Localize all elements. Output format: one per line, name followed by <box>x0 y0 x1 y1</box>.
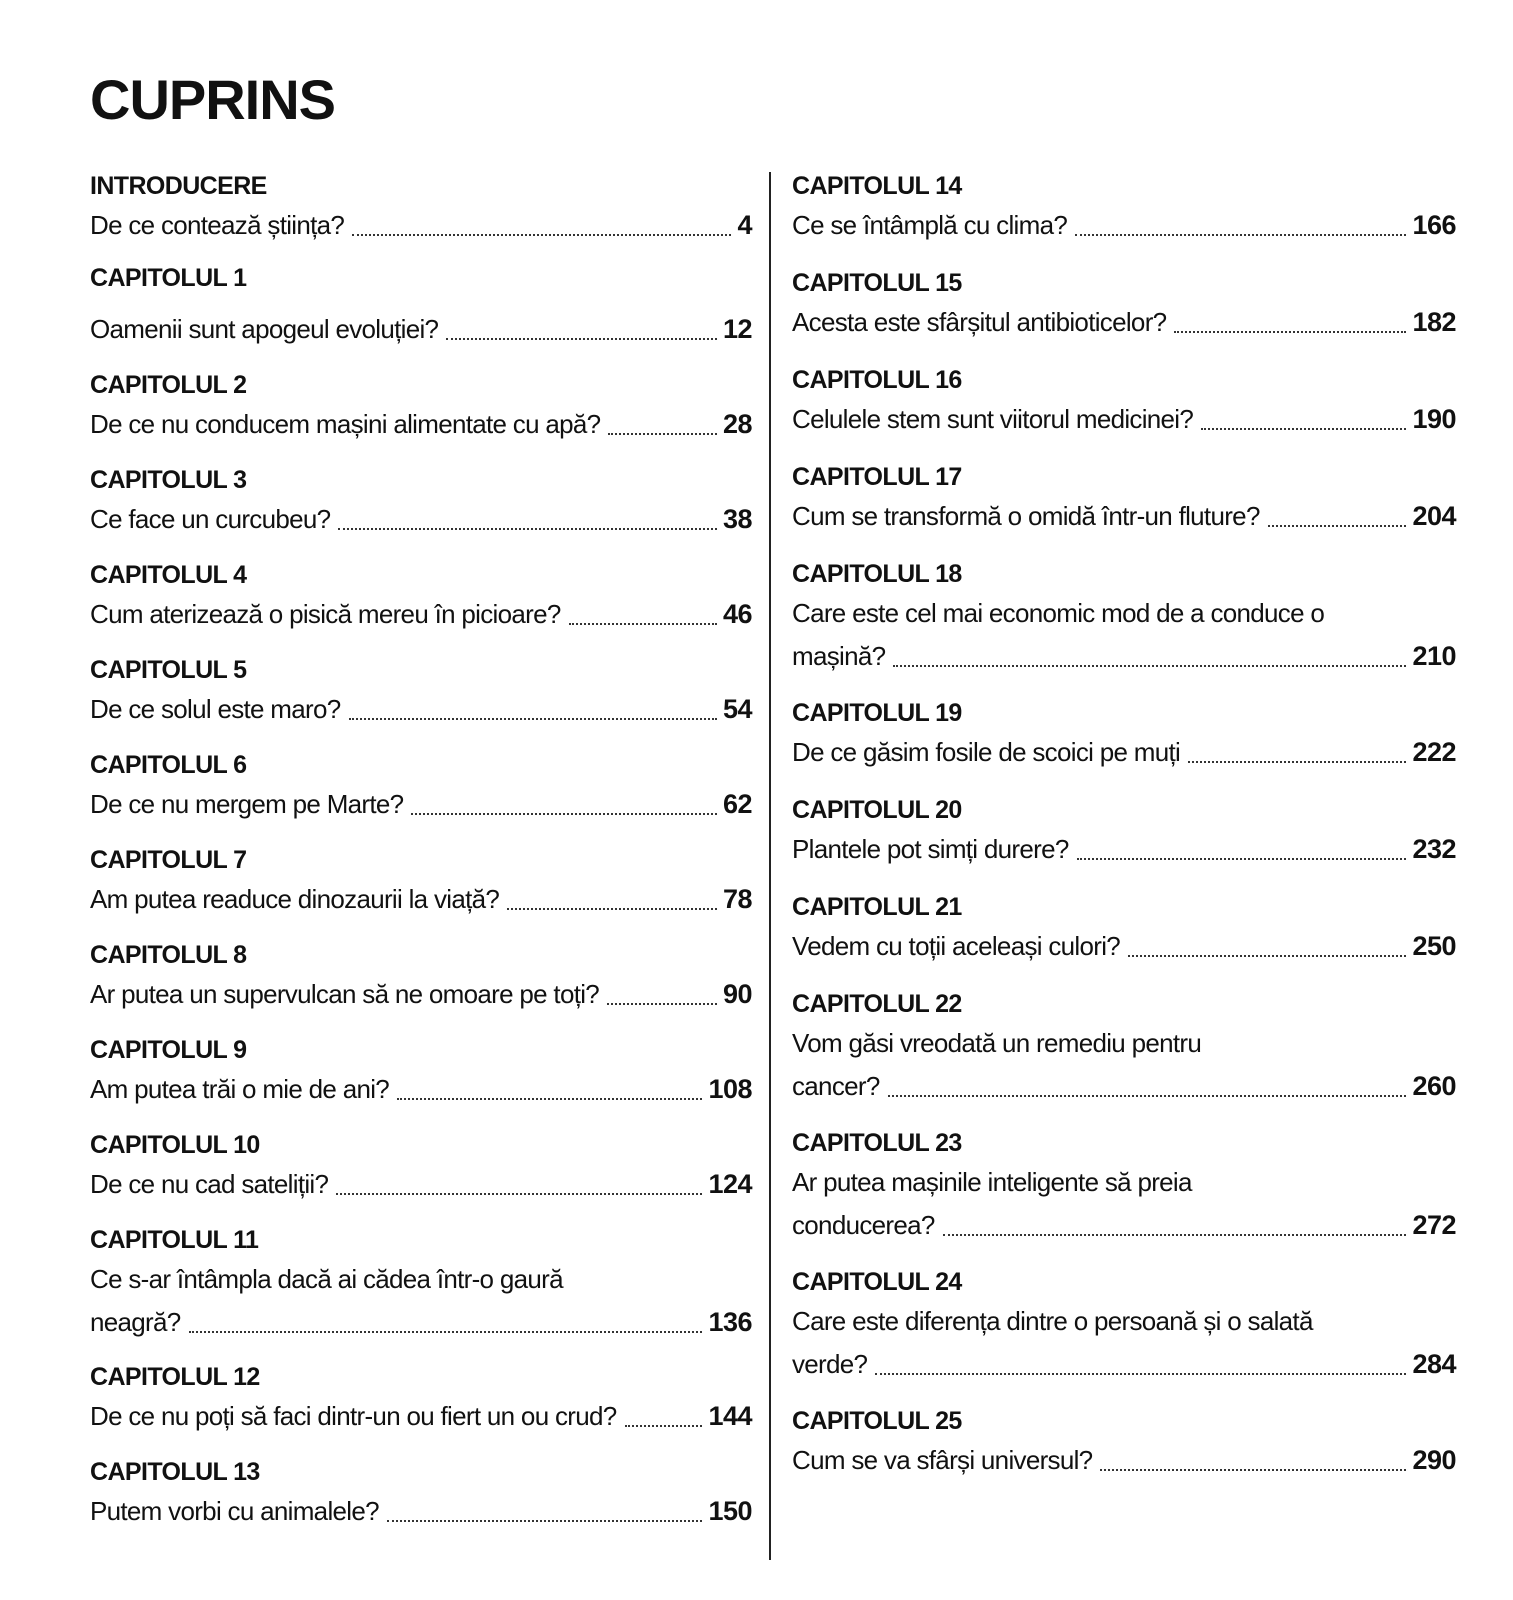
chapter-label: CAPITOLUL 12 <box>90 1363 260 1391</box>
toc-line[interactable] <box>90 1163 752 1206</box>
chapter-label: CAPITOLUL 4 <box>90 561 247 589</box>
toc-entry <box>792 695 1456 792</box>
chapter-title-first-line[interactable]: Ce s-ar întâmpla dacă ai cădea într-o gaură <box>90 1264 563 1294</box>
toc-entry <box>792 459 1456 556</box>
chapter-label: CAPITOLUL 9 <box>90 1036 247 1064</box>
chapter-title: De ce găsim fosile de scoici pe muți <box>792 737 1181 767</box>
page-number: 222 <box>1412 737 1456 767</box>
toc-line[interactable] <box>90 308 752 351</box>
chapter-label: CAPITOLUL 14 <box>792 172 962 200</box>
toc-entry <box>792 362 1456 459</box>
dot-leader <box>893 665 1406 667</box>
chapter-label: CAPITOLUL 2 <box>90 371 247 399</box>
chapter-title: Ce face un curcubeu? <box>90 504 331 534</box>
toc-entry <box>792 1125 1456 1264</box>
chapter-title: neagră? <box>90 1307 181 1337</box>
page-number: 54 <box>722 694 752 724</box>
chapter-title: Cum se transformă o omidă într-un fluture? <box>792 501 1260 531</box>
chapter-label: CAPITOLUL 16 <box>792 366 962 394</box>
toc-entry <box>90 1032 752 1127</box>
page-number: 250 <box>1412 931 1456 961</box>
dot-leader <box>1128 955 1406 957</box>
toc-entry <box>90 462 752 557</box>
toc-left-column <box>90 168 752 1549</box>
chapter-title: cancer? <box>792 1071 880 1101</box>
page-number: 182 <box>1412 307 1456 337</box>
toc-entry <box>792 1403 1456 1500</box>
chapter-title: De ce nu conducem mașini alimentate cu apă? <box>90 409 601 439</box>
toc-line[interactable] <box>792 204 1456 247</box>
toc-entry <box>792 792 1456 889</box>
toc-entry <box>90 937 752 1032</box>
toc-line[interactable] <box>792 495 1456 538</box>
toc-entry <box>792 168 1456 265</box>
chapter-title: Cum aterizează o pisică mereu în picioare? <box>90 599 561 629</box>
chapter-label: CAPITOLUL 5 <box>90 656 247 684</box>
chapter-label: CAPITOLUL 13 <box>90 1458 260 1486</box>
dot-leader <box>943 1234 1407 1236</box>
chapter-title: mașină? <box>792 641 886 671</box>
toc-entry <box>90 747 752 842</box>
chapter-label: INTRODUCERE <box>90 172 267 200</box>
chapter-title-first-line[interactable]: Vom găsi vreodată un remediu pentru <box>792 1028 1202 1058</box>
chapter-title: De ce nu poți să faci dintr-un ou fiert un ou crud? <box>90 1401 617 1431</box>
toc-line[interactable] <box>90 403 752 446</box>
chapter-label: CAPITOLUL 22 <box>792 990 962 1018</box>
chapter-label: CAPITOLUL 15 <box>792 269 962 297</box>
toc-entry <box>792 265 1456 362</box>
chapter-label: CAPITOLUL 24 <box>792 1268 962 1296</box>
dot-leader <box>625 1425 703 1427</box>
toc-line[interactable] <box>90 1301 752 1344</box>
page-number: 4 <box>737 210 752 240</box>
page-number: 38 <box>722 504 752 534</box>
chapter-title-first-line[interactable]: Care este cel mai economic mod de a conduce o <box>792 598 1325 628</box>
page-number: 28 <box>722 409 752 439</box>
page-number: 290 <box>1412 1445 1456 1475</box>
chapter-title: De ce nu mergem pe Marte? <box>90 789 404 819</box>
page-number: 108 <box>708 1074 752 1104</box>
page-number: 260 <box>1412 1071 1456 1101</box>
dot-leader <box>446 338 717 340</box>
dot-leader <box>352 234 731 236</box>
chapter-label: CAPITOLUL 10 <box>90 1131 260 1159</box>
toc-line[interactable] <box>792 828 1456 871</box>
dot-leader <box>1268 525 1407 527</box>
toc-entry <box>792 1264 1456 1403</box>
dot-leader <box>569 623 717 625</box>
chapter-label: CAPITOLUL 11 <box>90 1226 259 1254</box>
chapter-title: Vedem cu toții aceleași culori? <box>792 931 1121 961</box>
dot-leader <box>387 1520 703 1522</box>
chapter-title-first-line[interactable]: Care este diferența dintre o persoană și o salată <box>792 1306 1313 1336</box>
chapter-title: Acesta este sfârșitul antibioticelor? <box>792 307 1167 337</box>
toc-line[interactable] <box>792 731 1456 774</box>
chapter-title: Celulele stem sunt viitorul medicinei? <box>792 404 1194 434</box>
page-number: 136 <box>708 1307 752 1337</box>
chapter-title: Am putea readuce dinozaurii la viață? <box>90 884 500 914</box>
page-number: 166 <box>1412 210 1456 240</box>
toc-line[interactable] <box>90 878 752 921</box>
chapter-title: Ce se întâmplă cu clima? <box>792 210 1068 240</box>
page-number: 62 <box>722 789 752 819</box>
toc-line[interactable] <box>90 593 752 636</box>
page-number: 272 <box>1412 1210 1456 1240</box>
chapter-title: Oamenii sunt apogeul evoluției? <box>90 314 439 344</box>
chapter-label: CAPITOLUL 8 <box>90 941 247 969</box>
toc-entry <box>90 367 752 462</box>
toc-line[interactable] <box>792 1439 1456 1482</box>
chapter-label: CAPITOLUL 21 <box>792 893 962 921</box>
page-number: 12 <box>722 314 752 344</box>
toc-entry <box>90 260 752 367</box>
toc-entry <box>90 1222 752 1359</box>
page-number: 190 <box>1412 404 1456 434</box>
dot-leader <box>1075 234 1406 236</box>
dot-leader <box>189 1331 703 1333</box>
toc-entry <box>90 1359 752 1454</box>
dot-leader <box>875 1373 1406 1375</box>
toc-line[interactable] <box>792 635 1456 678</box>
toc-entry <box>792 889 1456 986</box>
chapter-title: Am putea trăi o mie de ani? <box>90 1074 390 1104</box>
chapter-label: CAPITOLUL 19 <box>792 699 962 727</box>
column-divider <box>769 172 771 1560</box>
chapter-label: CAPITOLUL 25 <box>792 1407 962 1435</box>
toc-line[interactable] <box>792 301 1456 344</box>
page-number: 204 <box>1412 501 1456 531</box>
dot-leader <box>1174 331 1406 333</box>
toc-entry <box>90 1127 752 1222</box>
chapter-title: De ce contează știința? <box>90 210 345 240</box>
chapter-title: De ce solul este maro? <box>90 694 341 724</box>
page-number: 232 <box>1412 834 1456 864</box>
dot-leader <box>336 1193 702 1195</box>
dot-leader <box>507 908 717 910</box>
toc-line[interactable] <box>792 925 1456 968</box>
toc-line[interactable] <box>90 783 752 826</box>
toc-line[interactable] <box>90 688 752 731</box>
dot-leader <box>608 433 717 435</box>
chapter-label: CAPITOLUL 18 <box>792 560 962 588</box>
chapter-title: conducerea? <box>792 1210 935 1240</box>
toc-line[interactable] <box>792 1204 1456 1247</box>
page-title: CUPRINS <box>90 68 336 131</box>
dot-leader <box>1201 428 1406 430</box>
chapter-label: CAPITOLUL 6 <box>90 751 247 779</box>
dot-leader <box>1188 761 1406 763</box>
chapter-title: Ar putea un supervulcan să ne omoare pe toți? <box>90 979 600 1009</box>
page-number: 150 <box>708 1496 752 1526</box>
chapter-label: CAPITOLUL 3 <box>90 466 247 494</box>
dot-leader <box>1077 858 1407 860</box>
toc-line[interactable] <box>90 204 752 247</box>
toc-line[interactable] <box>792 1065 1456 1108</box>
chapter-label: CAPITOLUL 7 <box>90 846 247 874</box>
toc-right-column <box>792 168 1456 1500</box>
chapter-label: CAPITOLUL 17 <box>792 463 962 491</box>
dot-leader <box>397 1098 702 1100</box>
toc-entry <box>90 557 752 652</box>
toc-line[interactable] <box>792 1343 1456 1386</box>
dot-leader <box>607 1003 717 1005</box>
toc-entry <box>90 168 752 260</box>
toc-line[interactable] <box>90 1490 752 1533</box>
toc-line[interactable] <box>90 1068 752 1111</box>
page-number: 90 <box>722 979 752 1009</box>
chapter-label: CAPITOLUL 23 <box>792 1129 962 1157</box>
page-number: 284 <box>1412 1349 1456 1379</box>
chapter-title: Cum se va sfârși universul? <box>792 1445 1093 1475</box>
page-number: 124 <box>708 1169 752 1199</box>
toc-line[interactable] <box>792 398 1456 441</box>
page-number: 210 <box>1412 641 1456 671</box>
chapter-label: CAPITOLUL 1 <box>90 264 247 292</box>
dot-leader <box>349 718 717 720</box>
chapter-title: Putem vorbi cu animalele? <box>90 1496 379 1526</box>
toc-entry <box>792 986 1456 1125</box>
chapter-title: verde? <box>792 1349 868 1379</box>
toc-line[interactable] <box>90 973 752 1016</box>
toc-entry <box>90 1454 752 1549</box>
toc-entry <box>90 652 752 747</box>
chapter-title-first-line[interactable]: Ar putea mașinile inteligente să preia <box>792 1167 1192 1197</box>
dot-leader <box>338 528 717 530</box>
page-number: 46 <box>722 599 752 629</box>
chapter-title: Plantele pot simți durere? <box>792 834 1069 864</box>
chapter-title: De ce nu cad sateliții? <box>90 1169 329 1199</box>
dot-leader <box>1100 1469 1406 1471</box>
toc-entry <box>792 556 1456 695</box>
page-number: 78 <box>722 884 752 914</box>
chapter-label: CAPITOLUL 20 <box>792 796 962 824</box>
toc-entry <box>90 842 752 937</box>
toc-line[interactable] <box>90 1395 752 1438</box>
dot-leader <box>888 1095 1407 1097</box>
page-number: 144 <box>708 1401 752 1431</box>
dot-leader <box>411 813 717 815</box>
toc-line[interactable] <box>90 498 752 541</box>
